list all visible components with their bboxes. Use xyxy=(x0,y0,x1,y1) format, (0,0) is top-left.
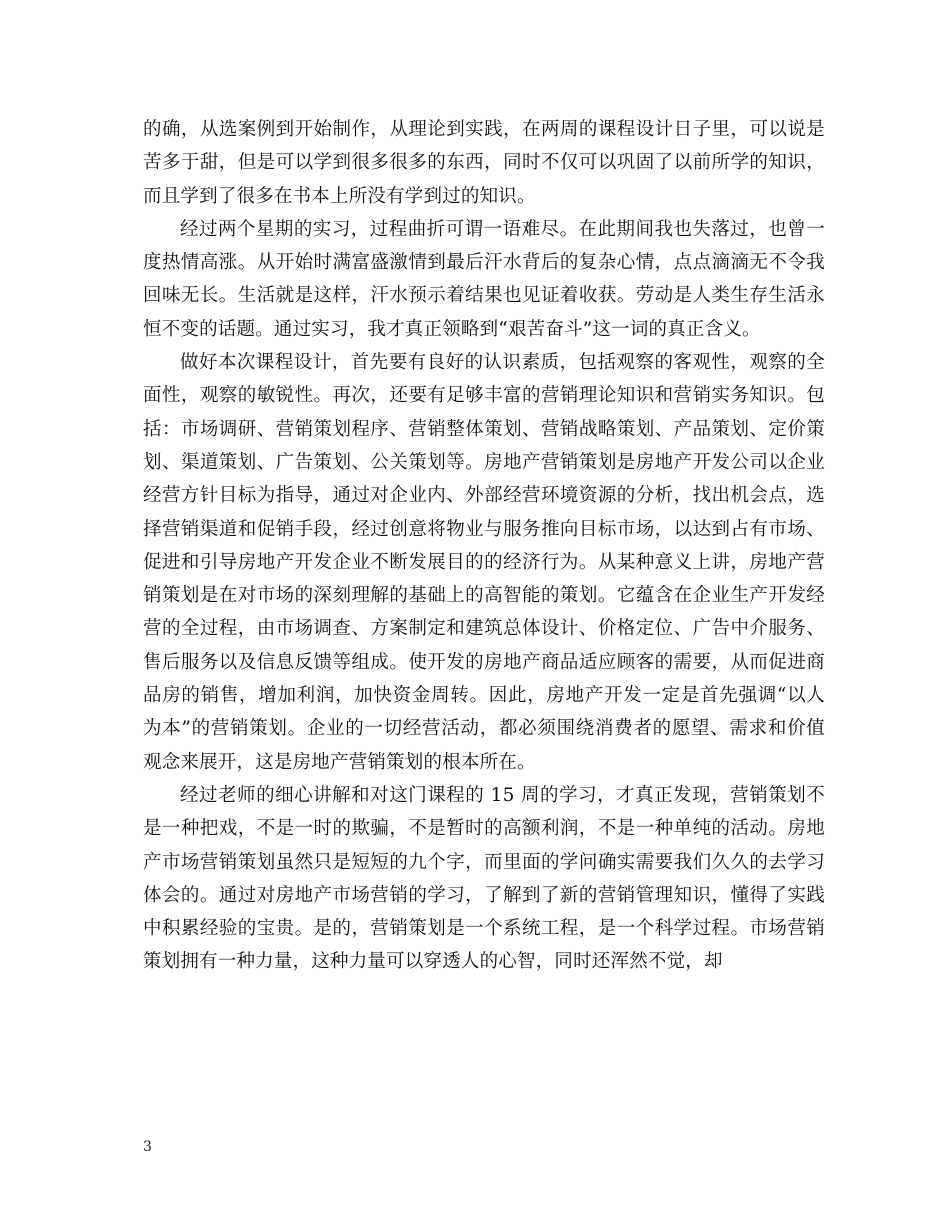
paragraph-4: 经过老师的细心讲解和对这门课程的 15 周的学习，才真正发现，营销策划不是一种把戏，不是一时的欺骗，不是暂时的高额利润，不是一种单纯的活动。房地产市场营销策划虽然只是短短的九个字，而里面的学问确实需要我们久久的去学习体会的。通过对房地产市场营销的学习，了解到了新的营销管理知识，懂得了实践中积累经验的宝贵。是的，营销策划是一个系统工程，是一个科学过程。市场营销策划拥有一种力量，这种力量可以穿透人的心智，同时还浑然不觉，却 xyxy=(143,784,825,973)
paragraph-1: 的确，从选案例到开始制作，从理论到实践，在两周的课程设计日子里，可以说是苦多于甜，但是可以学到很多很多的东西，同时不仅可以巩固了以前所学的知识，而且学到了很多在书本上所没有学到过的知识。 xyxy=(143,119,825,207)
document-body xyxy=(143,113,825,979)
paragraph-3: 做好本次课程设计，首先要有良好的认识素质，包括观察的客观性，观察的全面性，观察的敏锐性。再次，还要有足够丰富的营销理论知识和营销实务知识。包括：市场调研、营销策划程序、营销整体策划、营销战略策划、产品策划、定价策划、渠道策划、广告策划、公关策划等。房地产营销策划是房地产开发公司以企业经营方针目标为指导，通过对企业内、外部经营环境资源的分析，找出机会点，选择营销渠道和促销手段，经过创意将物业与服务推向目标市场，以达到占有市场、促进和引导房地产开发企业不断发展目的的经济行为。从某种意义上讲，房地产营销策划是在对市场的深刻理解的基础上的高智能的策划。它蕴含在企业生产开发经营的全过程，由市场调查、方案制定和建筑总体设计、价格定位、广告中介服务、售后服务以及信息反馈等组成。使开发的房地产商品适应顾客的需要，从而促进商品房的销售，增加利润，加快资金周转。因此，房地产开发一定是首先强调“以人为本”的营销策划。企业的一切经营活动，都必须围绕消费者的愿望、需求和价值观念来展开，这是房地产营销策划的根本所在。 xyxy=(143,352,825,773)
paragraph-2: 经过两个星期的实习，过程曲折可谓一语难尽。在此期间我也失落过，也曾一度热情高涨。从开始时满富盛激情到最后汗水背后的复杂心情，点点滴滴无不令我回味无长。生活就是这样，汗水预示着结果也见证着收获。劳动是人类生存生活永恒不变的话题。通过实习，我才真正领略到“艰苦奋斗”这一词的真正含义。 xyxy=(143,218,825,340)
page-number: 3 xyxy=(143,1139,152,1155)
